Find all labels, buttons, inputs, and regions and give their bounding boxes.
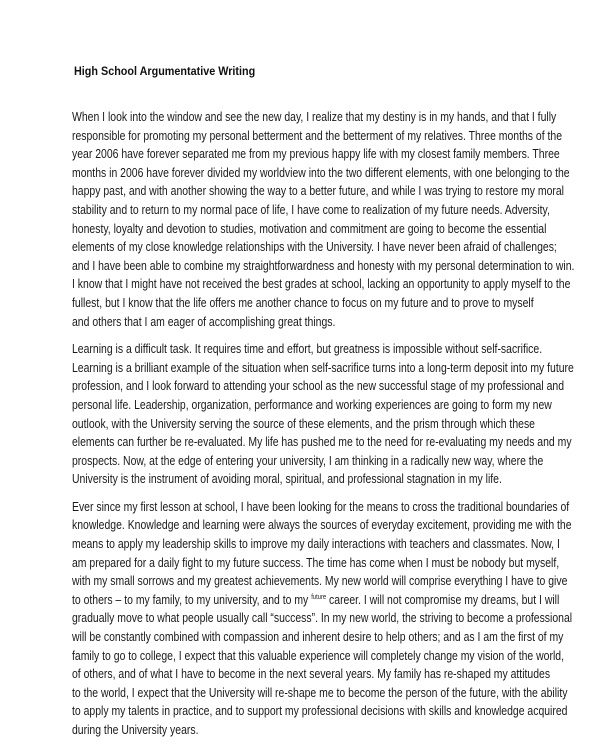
text-line: prospects. Now, at the edge of entering your university, I am thinking in a radically new way, where the (72, 453, 544, 468)
text-line: will be constantly combined with compassion and inherent desire to help others; and as I am the first of my (72, 630, 564, 645)
text-line: gradually move to what people usually call “success”. In my new world, the striving to become a professional (72, 611, 573, 626)
text-line: am prepared for a daily fight to my future success. The time has come when I must be nobody but myself, (72, 555, 560, 570)
text-line: I know that I might have not received the best grades at school, lacking an opportunity to apply myself to the (72, 277, 571, 292)
document-title: High School Argumentative Writing (74, 64, 256, 78)
text-line: profession, and I look forward to attending your school as the new successful stage of my professional and (72, 379, 565, 394)
text-line: year 2006 have forever separated me from my previous happy life with my closest family members. Three (72, 147, 560, 162)
text-line: knowledge. Knowledge and learning were always the sources of everyday excitement, providing me with the (72, 518, 572, 533)
text-line: outlook, with the University serving the source of these elements, and the prism through which these (72, 416, 535, 431)
paragraph-3 (72, 498, 573, 740)
text-line: during the University years. (72, 723, 199, 737)
text-line: personal life. Leadership, organization, performance and working experiences are going to form my new (72, 397, 552, 412)
text-line: means to apply my leadership skills to improve my daily interactions with teachers and classmates. Now, I (72, 537, 560, 552)
text-line: of others, and of what I have to become in the next several years. My family has re-shaped my attitudes (72, 667, 551, 682)
text-line: to the world, I expect that the University will re-shape me to become the person of the future, with the ability (72, 685, 568, 700)
text-line: stability and to return to my normal pace of life, I have come to realization of my future needs. Adversity, (72, 202, 550, 217)
text-line: family to go to college, I expect that this valuable experience will completely change my vision of the world, (72, 648, 564, 663)
text-line: with my small sorrows and my greatest achievements. My new world will comprise everything I have to give (72, 574, 568, 589)
text-line: to apply my talents in practice, and to support my professional decisions with skills and knowledge acquired (72, 704, 568, 719)
document-body (72, 108, 575, 749)
text-line: fullest, but I know that the life offers me another chance to focus on my future and to prove to myself (72, 295, 534, 310)
text-line: Learning is a difficult task. It requires time and effort, but greatness is impossible without self-sacrifice. (72, 342, 543, 357)
paragraph-2 (72, 340, 574, 489)
text-line: months in 2006 have forever divided my worldview into the two different elements, with one belonging to the (72, 165, 570, 180)
text-line: University is the instrument of avoiding moral, spiritual, and professional stagnation in my life. (72, 472, 502, 487)
text-line: happy past, and with another showing the way to a better future, and while I was trying to restore my moral (72, 184, 564, 199)
text-line: Ever since my first lesson at school, I have been looking for the means to cross the traditional boundaries of (72, 499, 570, 514)
text-line: responsible for promoting my personal betterment and the betterment of my relatives. Three months of the (72, 128, 563, 143)
text-line: to others – to my family, to my university, and to my $^{future}$ career. I will not compromise my dreams, but I will (72, 592, 560, 607)
text-line: Learning is a brilliant example of the situation when self-sacrifice turns into a long-term deposit into my future (72, 360, 574, 375)
text-line: honesty, loyalty and devotion to studies, motivation and commitment are going to become the essential (72, 221, 547, 236)
text-line: elements of my close knowledge relationships with the University. I have never been afraid of challenges; (72, 240, 557, 255)
paragraph-1 (72, 108, 575, 331)
superscript-word: future (311, 593, 327, 601)
text-line: and others that I am eager of accomplishing great things. (72, 314, 336, 329)
text-line: and I have been able to combine my straightforwardness and honesty with my personal determination to win. (72, 258, 575, 273)
text-line: elements can further be re-evaluated. My life has pushed me to the need for re-evaluating my needs and my (72, 435, 572, 450)
text-line: When I look into the window and see the new day, I realize that my destiny is in my hands, and that I fully (72, 110, 557, 124)
